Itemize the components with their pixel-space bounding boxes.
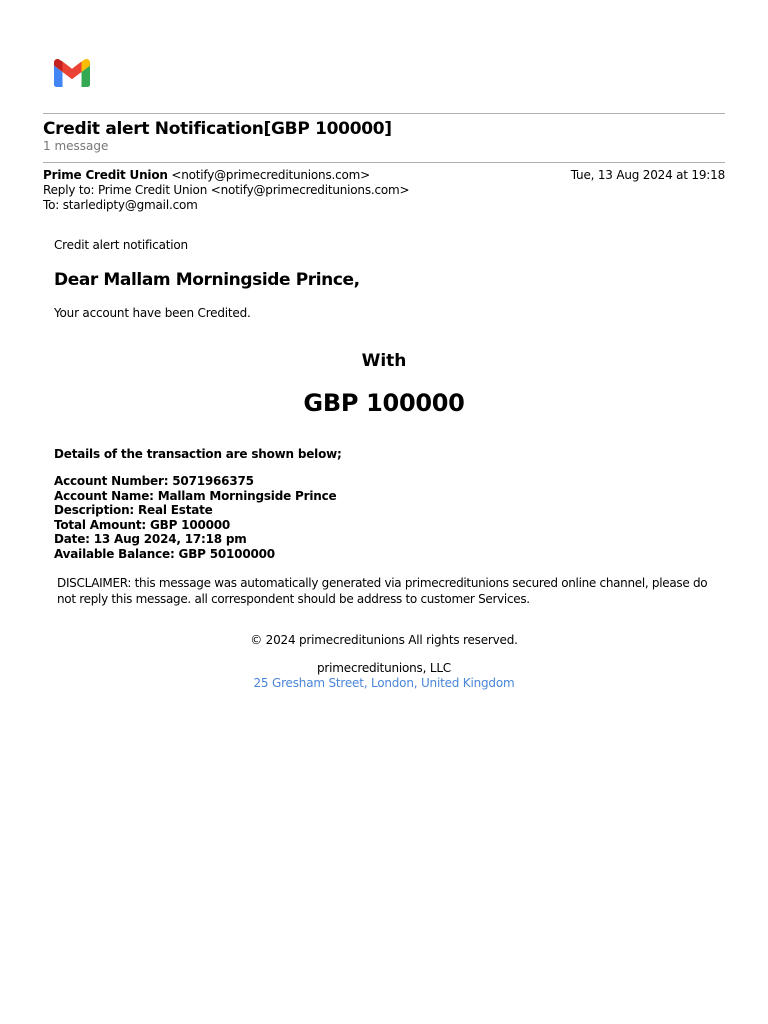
company-name: primecreditunions, LLC — [317, 661, 451, 675]
detail-available-balance: Available Balance: GBP 50100000 — [54, 546, 275, 561]
subject-divider — [43, 162, 725, 163]
sender-line — [43, 168, 370, 183]
address-link-line — [0, 676, 768, 690]
copyright: © 2024 primecreditunions All rights reserved. — [250, 633, 518, 647]
header-divider — [43, 113, 725, 114]
sender-address: <notify@primecreditunions.com> — [171, 168, 371, 182]
credited-text: Your account have been Credited. — [54, 306, 251, 320]
address-link[interactable]: 25 Gresham Street, London, United Kingdom — [253, 676, 515, 690]
credit-amount: GBP 100000 — [303, 389, 465, 417]
message-count: 1 message — [43, 139, 109, 153]
gmail-logo-icon — [54, 59, 90, 87]
sender-name: Prime Credit Union — [43, 168, 168, 182]
email-date: Tue, 13 Aug 2024 at 19:18 — [570, 168, 725, 182]
detail-date: Date: 13 Aug 2024, 17:18 pm — [54, 532, 247, 546]
alert-heading: Credit alert notification — [54, 238, 188, 252]
with-label: With — [361, 351, 407, 371]
detail-account-name: Account Name: Mallam Morningside Prince — [54, 488, 337, 503]
details-title: Details of the transaction are shown below; — [54, 447, 342, 461]
detail-total-amount: Total Amount: GBP 100000 — [54, 517, 231, 532]
transaction-details — [54, 474, 336, 561]
detail-description: Description: Real Estate — [54, 503, 213, 517]
email-subject: Credit alert Notification[GBP 100000] — [43, 119, 392, 139]
reply-to-line: Reply to: Prime Credit Union <notify@primecreditunions.com> — [43, 183, 410, 197]
recipient-line: To: starledipty@gmail.com — [43, 198, 198, 212]
detail-account-number: Account Number: 5071966375 — [54, 474, 254, 488]
greeting: Dear Mallam Morningside Prince, — [54, 270, 360, 290]
disclaimer: DISCLAIMER: this message was automatically generated via primecreditunions secured online channel, please do not reply this message. all correspondent should be address to customer Services. — [57, 576, 708, 606]
